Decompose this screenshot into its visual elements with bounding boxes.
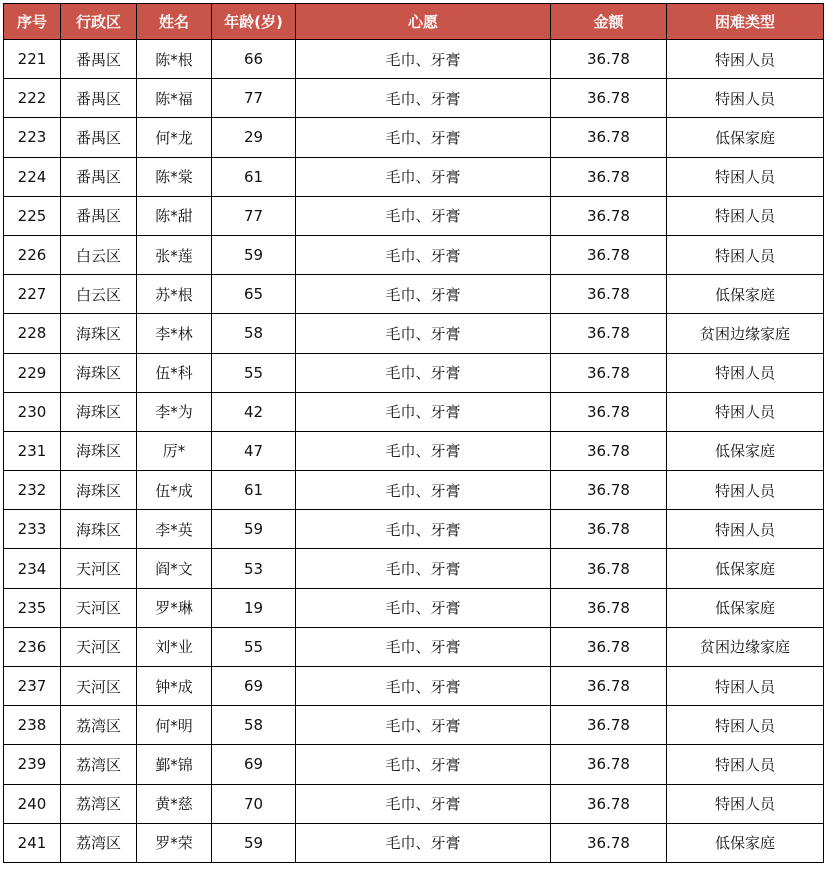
cell-district: 海珠区 xyxy=(61,510,137,549)
cell-index: 232 xyxy=(4,471,61,510)
cell-index: 233 xyxy=(4,510,61,549)
cell-wish: 毛巾、牙膏 xyxy=(296,588,551,627)
table-row xyxy=(4,275,824,314)
cell-amount: 36.78 xyxy=(551,118,667,157)
cell-hardship-type: 低保家庭 xyxy=(667,275,824,314)
table-row xyxy=(4,588,824,627)
cell-amount: 36.78 xyxy=(551,40,667,79)
cell-wish: 毛巾、牙膏 xyxy=(296,706,551,745)
cell-amount: 36.78 xyxy=(551,471,667,510)
table-row xyxy=(4,510,824,549)
cell-district: 海珠区 xyxy=(61,392,137,431)
cell-hardship-type: 贫困边缘家庭 xyxy=(667,314,824,353)
cell-amount: 36.78 xyxy=(551,588,667,627)
cell-wish: 毛巾、牙膏 xyxy=(296,79,551,118)
cell-district: 荔湾区 xyxy=(61,784,137,823)
table-row xyxy=(4,431,824,470)
cell-age: 59 xyxy=(212,510,296,549)
cell-index: 239 xyxy=(4,745,61,784)
cell-hardship-type: 低保家庭 xyxy=(667,588,824,627)
cell-name: 张*莲 xyxy=(137,235,212,274)
cell-name: 何*龙 xyxy=(137,118,212,157)
cell-age: 69 xyxy=(212,745,296,784)
cell-hardship-type: 特困人员 xyxy=(667,510,824,549)
cell-index: 234 xyxy=(4,549,61,588)
cell-district: 天河区 xyxy=(61,667,137,706)
cell-district: 番禺区 xyxy=(61,118,137,157)
cell-age: 77 xyxy=(212,196,296,235)
cell-district: 海珠区 xyxy=(61,471,137,510)
cell-hardship-type: 特困人员 xyxy=(667,235,824,274)
cell-wish: 毛巾、牙膏 xyxy=(296,471,551,510)
table-row xyxy=(4,79,824,118)
cell-index: 223 xyxy=(4,118,61,157)
cell-hardship-type: 特困人员 xyxy=(667,79,824,118)
table-body xyxy=(4,40,824,863)
cell-name: 李*英 xyxy=(137,510,212,549)
cell-amount: 36.78 xyxy=(551,431,667,470)
cell-amount: 36.78 xyxy=(551,79,667,118)
cell-index: 236 xyxy=(4,627,61,666)
header-wish: 心愿 xyxy=(296,4,551,40)
cell-wish: 毛巾、牙膏 xyxy=(296,627,551,666)
table-row xyxy=(4,706,824,745)
cell-amount: 36.78 xyxy=(551,275,667,314)
table-row xyxy=(4,627,824,666)
table-row xyxy=(4,745,824,784)
cell-wish: 毛巾、牙膏 xyxy=(296,431,551,470)
cell-wish: 毛巾、牙膏 xyxy=(296,510,551,549)
header-name: 姓名 xyxy=(137,4,212,40)
header-age: 年龄(岁) xyxy=(212,4,296,40)
cell-age: 55 xyxy=(212,353,296,392)
cell-age: 61 xyxy=(212,471,296,510)
cell-wish: 毛巾、牙膏 xyxy=(296,118,551,157)
table-row xyxy=(4,314,824,353)
cell-district: 荔湾区 xyxy=(61,706,137,745)
cell-age: 29 xyxy=(212,118,296,157)
cell-name: 黄*慈 xyxy=(137,784,212,823)
cell-index: 230 xyxy=(4,392,61,431)
cell-hardship-type: 特困人员 xyxy=(667,706,824,745)
cell-index: 231 xyxy=(4,431,61,470)
cell-amount: 36.78 xyxy=(551,353,667,392)
table-row xyxy=(4,353,824,392)
cell-amount: 36.78 xyxy=(551,823,667,862)
cell-name: 陈*根 xyxy=(137,40,212,79)
cell-index: 227 xyxy=(4,275,61,314)
cell-hardship-type: 特困人员 xyxy=(667,784,824,823)
cell-wish: 毛巾、牙膏 xyxy=(296,549,551,588)
cell-name: 陈*甜 xyxy=(137,196,212,235)
cell-amount: 36.78 xyxy=(551,667,667,706)
cell-amount: 36.78 xyxy=(551,196,667,235)
cell-hardship-type: 特困人员 xyxy=(667,196,824,235)
cell-hardship-type: 低保家庭 xyxy=(667,431,824,470)
cell-index: 225 xyxy=(4,196,61,235)
cell-district: 番禺区 xyxy=(61,157,137,196)
cell-index: 222 xyxy=(4,79,61,118)
cell-wish: 毛巾、牙膏 xyxy=(296,784,551,823)
header-amount: 金额 xyxy=(551,4,667,40)
cell-amount: 36.78 xyxy=(551,549,667,588)
cell-index: 238 xyxy=(4,706,61,745)
cell-index: 235 xyxy=(4,588,61,627)
cell-wish: 毛巾、牙膏 xyxy=(296,823,551,862)
cell-age: 61 xyxy=(212,157,296,196)
table-row xyxy=(4,196,824,235)
cell-hardship-type: 特困人员 xyxy=(667,667,824,706)
cell-district: 番禺区 xyxy=(61,79,137,118)
cell-hardship-type: 低保家庭 xyxy=(667,823,824,862)
cell-age: 53 xyxy=(212,549,296,588)
cell-name: 厉* xyxy=(137,431,212,470)
cell-index: 226 xyxy=(4,235,61,274)
cell-age: 47 xyxy=(212,431,296,470)
cell-wish: 毛巾、牙膏 xyxy=(296,157,551,196)
cell-age: 59 xyxy=(212,823,296,862)
cell-age: 77 xyxy=(212,79,296,118)
cell-age: 19 xyxy=(212,588,296,627)
cell-wish: 毛巾、牙膏 xyxy=(296,275,551,314)
table-row xyxy=(4,40,824,79)
cell-district: 天河区 xyxy=(61,588,137,627)
cell-hardship-type: 特困人员 xyxy=(667,157,824,196)
cell-wish: 毛巾、牙膏 xyxy=(296,196,551,235)
table-row xyxy=(4,157,824,196)
cell-wish: 毛巾、牙膏 xyxy=(296,314,551,353)
cell-wish: 毛巾、牙膏 xyxy=(296,40,551,79)
cell-name: 刘*业 xyxy=(137,627,212,666)
cell-name: 李*为 xyxy=(137,392,212,431)
cell-name: 陈*福 xyxy=(137,79,212,118)
cell-amount: 36.78 xyxy=(551,510,667,549)
cell-district: 白云区 xyxy=(61,275,137,314)
cell-hardship-type: 特困人员 xyxy=(667,471,824,510)
table-row xyxy=(4,235,824,274)
cell-amount: 36.78 xyxy=(551,627,667,666)
cell-name: 伍*成 xyxy=(137,471,212,510)
cell-age: 42 xyxy=(212,392,296,431)
cell-index: 221 xyxy=(4,40,61,79)
cell-amount: 36.78 xyxy=(551,784,667,823)
cell-index: 240 xyxy=(4,784,61,823)
cell-district: 海珠区 xyxy=(61,314,137,353)
cell-amount: 36.78 xyxy=(551,157,667,196)
cell-name: 钟*成 xyxy=(137,667,212,706)
cell-name: 何*明 xyxy=(137,706,212,745)
cell-district: 荔湾区 xyxy=(61,745,137,784)
cell-wish: 毛巾、牙膏 xyxy=(296,353,551,392)
cell-age: 66 xyxy=(212,40,296,79)
cell-hardship-type: 贫困边缘家庭 xyxy=(667,627,824,666)
cell-hardship-type: 特困人员 xyxy=(667,745,824,784)
cell-hardship-type: 特困人员 xyxy=(667,40,824,79)
cell-age: 58 xyxy=(212,314,296,353)
table-row xyxy=(4,823,824,862)
cell-name: 苏*根 xyxy=(137,275,212,314)
table-row xyxy=(4,471,824,510)
cell-age: 70 xyxy=(212,784,296,823)
cell-name: 陈*棠 xyxy=(137,157,212,196)
cell-index: 228 xyxy=(4,314,61,353)
cell-age: 55 xyxy=(212,627,296,666)
cell-district: 天河区 xyxy=(61,627,137,666)
cell-wish: 毛巾、牙膏 xyxy=(296,667,551,706)
cell-name: 伍*科 xyxy=(137,353,212,392)
cell-amount: 36.78 xyxy=(551,392,667,431)
cell-age: 59 xyxy=(212,235,296,274)
cell-name: 罗*荣 xyxy=(137,823,212,862)
header-index: 序号 xyxy=(4,4,61,40)
cell-district: 白云区 xyxy=(61,235,137,274)
cell-amount: 36.78 xyxy=(551,314,667,353)
cell-index: 241 xyxy=(4,823,61,862)
cell-district: 番禺区 xyxy=(61,40,137,79)
cell-age: 69 xyxy=(212,667,296,706)
header-row xyxy=(4,4,824,40)
cell-district: 番禺区 xyxy=(61,196,137,235)
header-district: 行政区 xyxy=(61,4,137,40)
cell-district: 天河区 xyxy=(61,549,137,588)
cell-name: 李*林 xyxy=(137,314,212,353)
cell-amount: 36.78 xyxy=(551,706,667,745)
cell-hardship-type: 特困人员 xyxy=(667,392,824,431)
table-row xyxy=(4,392,824,431)
cell-wish: 毛巾、牙膏 xyxy=(296,392,551,431)
cell-wish: 毛巾、牙膏 xyxy=(296,235,551,274)
cell-hardship-type: 低保家庭 xyxy=(667,118,824,157)
cell-name: 阎*文 xyxy=(137,549,212,588)
cell-index: 229 xyxy=(4,353,61,392)
table-row xyxy=(4,667,824,706)
table-row xyxy=(4,118,824,157)
cell-district: 海珠区 xyxy=(61,353,137,392)
cell-age: 65 xyxy=(212,275,296,314)
table-row xyxy=(4,549,824,588)
cell-amount: 36.78 xyxy=(551,235,667,274)
cell-district: 海珠区 xyxy=(61,431,137,470)
cell-district: 荔湾区 xyxy=(61,823,137,862)
cell-amount: 36.78 xyxy=(551,745,667,784)
cell-hardship-type: 特困人员 xyxy=(667,353,824,392)
cell-index: 224 xyxy=(4,157,61,196)
wish-list-table xyxy=(3,3,824,863)
cell-hardship-type: 低保家庭 xyxy=(667,549,824,588)
cell-wish: 毛巾、牙膏 xyxy=(296,745,551,784)
cell-index: 237 xyxy=(4,667,61,706)
cell-name: 罗*琳 xyxy=(137,588,212,627)
table-row xyxy=(4,784,824,823)
cell-age: 58 xyxy=(212,706,296,745)
header-hardship-type: 困难类型 xyxy=(667,4,824,40)
cell-name: 鄞*锦 xyxy=(137,745,212,784)
